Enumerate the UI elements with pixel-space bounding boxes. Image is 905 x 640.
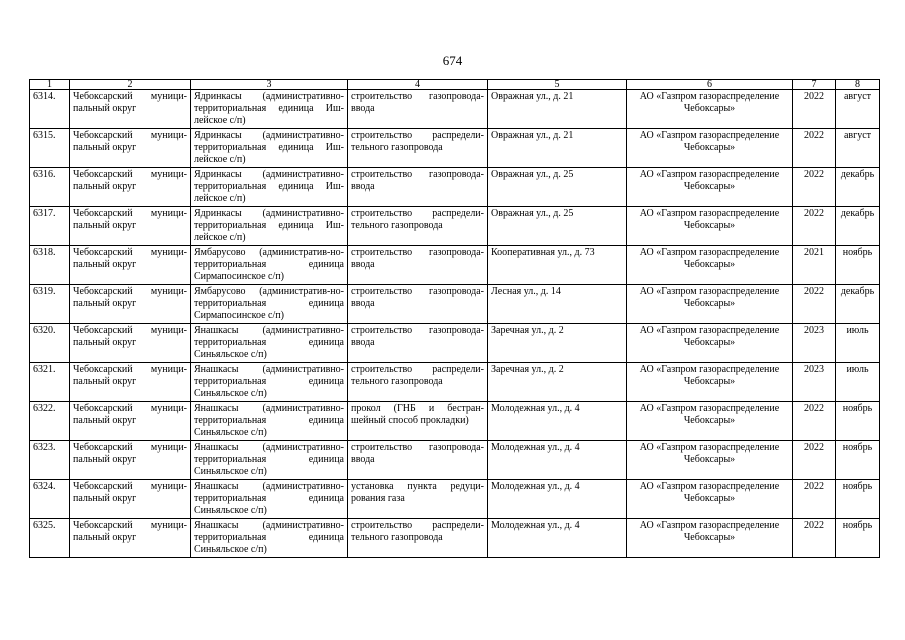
year-cell: 2022 [793,480,836,519]
address-cell: Овражная ул., д. 25 [488,168,627,207]
address-cell: Заречная ул., д. 2 [488,363,627,402]
district-cell: Чебоксарский муници-пальный округ [70,285,191,324]
organization-cell: АО «Газпром газораспределение Чебоксары» [627,480,793,519]
month-cell: август [836,90,880,129]
organization-cell: АО «Газпром газораспределение Чебоксары» [627,324,793,363]
row-number: 6325. [30,519,70,558]
row-number: 6323. [30,441,70,480]
table-row [30,207,880,246]
month-cell: декабрь [836,168,880,207]
district-cell: Чебоксарский муници-пальный округ [70,90,191,129]
locality-cell: Янашкасы (административно-территориальная единица Синьяльское с/п) [191,324,348,363]
locality-cell: Ядринкасы (административно-территориальная единица Иш-лейское с/п) [191,90,348,129]
address-cell: Заречная ул., д. 2 [488,324,627,363]
organization-cell: АО «Газпром газораспределение Чебоксары» [627,402,793,441]
table-row [30,480,880,519]
locality-cell: Ядринкасы (административно-территориальная единица Иш-лейское с/п) [191,207,348,246]
year-cell: 2022 [793,441,836,480]
locality-cell: Янашкасы (административно-территориальная единица Синьяльское с/п) [191,480,348,519]
work-type-cell: строительство распредели-тельного газопровода [348,207,488,246]
organization-cell: АО «Газпром газораспределение Чебоксары» [627,519,793,558]
year-cell: 2022 [793,402,836,441]
work-type-cell: строительство распредели-тельного газопровода [348,363,488,402]
column-number: 3 [191,80,348,90]
work-type-cell: строительство газопровода-ввода [348,285,488,324]
locality-cell: Янашкасы (административно-территориальная единица Синьяльское с/п) [191,519,348,558]
organization-cell: АО «Газпром газораспределение Чебоксары» [627,285,793,324]
year-cell: 2022 [793,519,836,558]
table-row [30,441,880,480]
district-cell: Чебоксарский муници-пальный округ [70,519,191,558]
organization-cell: АО «Газпром газораспределение Чебоксары» [627,129,793,168]
table-row [30,246,880,285]
address-cell: Овражная ул., д. 25 [488,207,627,246]
row-number: 6319. [30,285,70,324]
organization-cell: АО «Газпром газораспределение Чебоксары» [627,90,793,129]
address-cell: Кооперативная ул., д. 73 [488,246,627,285]
locality-cell: Ядринкасы (административно-территориальная единица Иш-лейское с/п) [191,129,348,168]
month-cell: июль [836,324,880,363]
year-cell: 2022 [793,285,836,324]
row-number: 6322. [30,402,70,441]
row-number: 6316. [30,168,70,207]
column-number-row [30,80,880,90]
organization-cell: АО «Газпром газораспределение Чебоксары» [627,363,793,402]
month-cell: ноябрь [836,402,880,441]
table-row [30,324,880,363]
year-cell: 2022 [793,207,836,246]
locality-cell: Ямбарусово (административ-но-территориальная единица Сирмапосинское с/п) [191,246,348,285]
address-cell: Молодежная ул., д. 4 [488,519,627,558]
table-row [30,90,880,129]
column-number: 1 [30,80,70,90]
page-number: 674 [442,53,463,68]
district-cell: Чебоксарский муници-пальный округ [70,402,191,441]
locality-cell: Янашкасы (административно-территориальная единица Синьяльское с/п) [191,363,348,402]
year-cell: 2023 [793,324,836,363]
district-cell: Чебоксарский муници-пальный округ [70,480,191,519]
locality-cell: Янашкасы (административно-территориальная единица Синьяльское с/п) [191,402,348,441]
registry-table [29,79,880,558]
organization-cell: АО «Газпром газораспределение Чебоксары» [627,207,793,246]
address-cell: Овражная ул., д. 21 [488,90,627,129]
row-number: 6315. [30,129,70,168]
table-row [30,519,880,558]
row-number: 6317. [30,207,70,246]
table-row [30,363,880,402]
address-cell: Лесная ул., д. 14 [488,285,627,324]
work-type-cell: строительство газопровода-ввода [348,90,488,129]
row-number: 6324. [30,480,70,519]
district-cell: Чебоксарский муници-пальный округ [70,168,191,207]
month-cell: декабрь [836,285,880,324]
district-cell: Чебоксарский муници-пальный округ [70,246,191,285]
row-number: 6321. [30,363,70,402]
work-type-cell: установка пункта редуци-рования газа [348,480,488,519]
address-cell: Овражная ул., д. 21 [488,129,627,168]
row-number: 6314. [30,90,70,129]
year-cell: 2022 [793,168,836,207]
row-number: 6320. [30,324,70,363]
month-cell: ноябрь [836,246,880,285]
work-type-cell: строительство газопровода-ввода [348,246,488,285]
column-number: 5 [488,80,627,90]
district-cell: Чебоксарский муници-пальный округ [70,129,191,168]
year-cell: 2022 [793,129,836,168]
work-type-cell: строительство газопровода-ввода [348,441,488,480]
organization-cell: АО «Газпром газораспределение Чебоксары» [627,441,793,480]
column-number: 8 [836,80,880,90]
year-cell: 2021 [793,246,836,285]
work-type-cell: строительство газопровода-ввода [348,168,488,207]
month-cell: ноябрь [836,441,880,480]
locality-cell: Янашкасы (административно-территориальная единица Синьяльское с/п) [191,441,348,480]
work-type-cell: прокол (ГНБ и бестран-шейный способ прокладки) [348,402,488,441]
locality-cell: Ядринкасы (административно-территориальная единица Иш-лейское с/п) [191,168,348,207]
column-number: 7 [793,80,836,90]
address-cell: Молодежная ул., д. 4 [488,480,627,519]
column-number: 2 [70,80,191,90]
address-cell: Молодежная ул., д. 4 [488,441,627,480]
year-cell: 2023 [793,363,836,402]
work-type-cell: строительство газопровода-ввода [348,324,488,363]
table-row [30,285,880,324]
district-cell: Чебоксарский муници-пальный округ [70,441,191,480]
locality-cell: Ямбарусово (административ-но-территориальная единица Сирмапосинское с/п) [191,285,348,324]
column-number: 4 [348,80,488,90]
address-cell: Молодежная ул., д. 4 [488,402,627,441]
month-cell: август [836,129,880,168]
column-number: 6 [627,80,793,90]
work-type-cell: строительство распредели-тельного газопровода [348,129,488,168]
year-cell: 2022 [793,90,836,129]
organization-cell: АО «Газпром газораспределение Чебоксары» [627,168,793,207]
table-row [30,129,880,168]
month-cell: декабрь [836,207,880,246]
row-number: 6318. [30,246,70,285]
month-cell: ноябрь [836,480,880,519]
month-cell: июль [836,363,880,402]
work-type-cell: строительство распредели-тельного газопровода [348,519,488,558]
district-cell: Чебоксарский муници-пальный округ [70,324,191,363]
month-cell: ноябрь [836,519,880,558]
district-cell: Чебоксарский муници-пальный округ [70,363,191,402]
table-row [30,168,880,207]
organization-cell: АО «Газпром газораспределение Чебоксары» [627,246,793,285]
district-cell: Чебоксарский муници-пальный округ [70,207,191,246]
table-row [30,402,880,441]
